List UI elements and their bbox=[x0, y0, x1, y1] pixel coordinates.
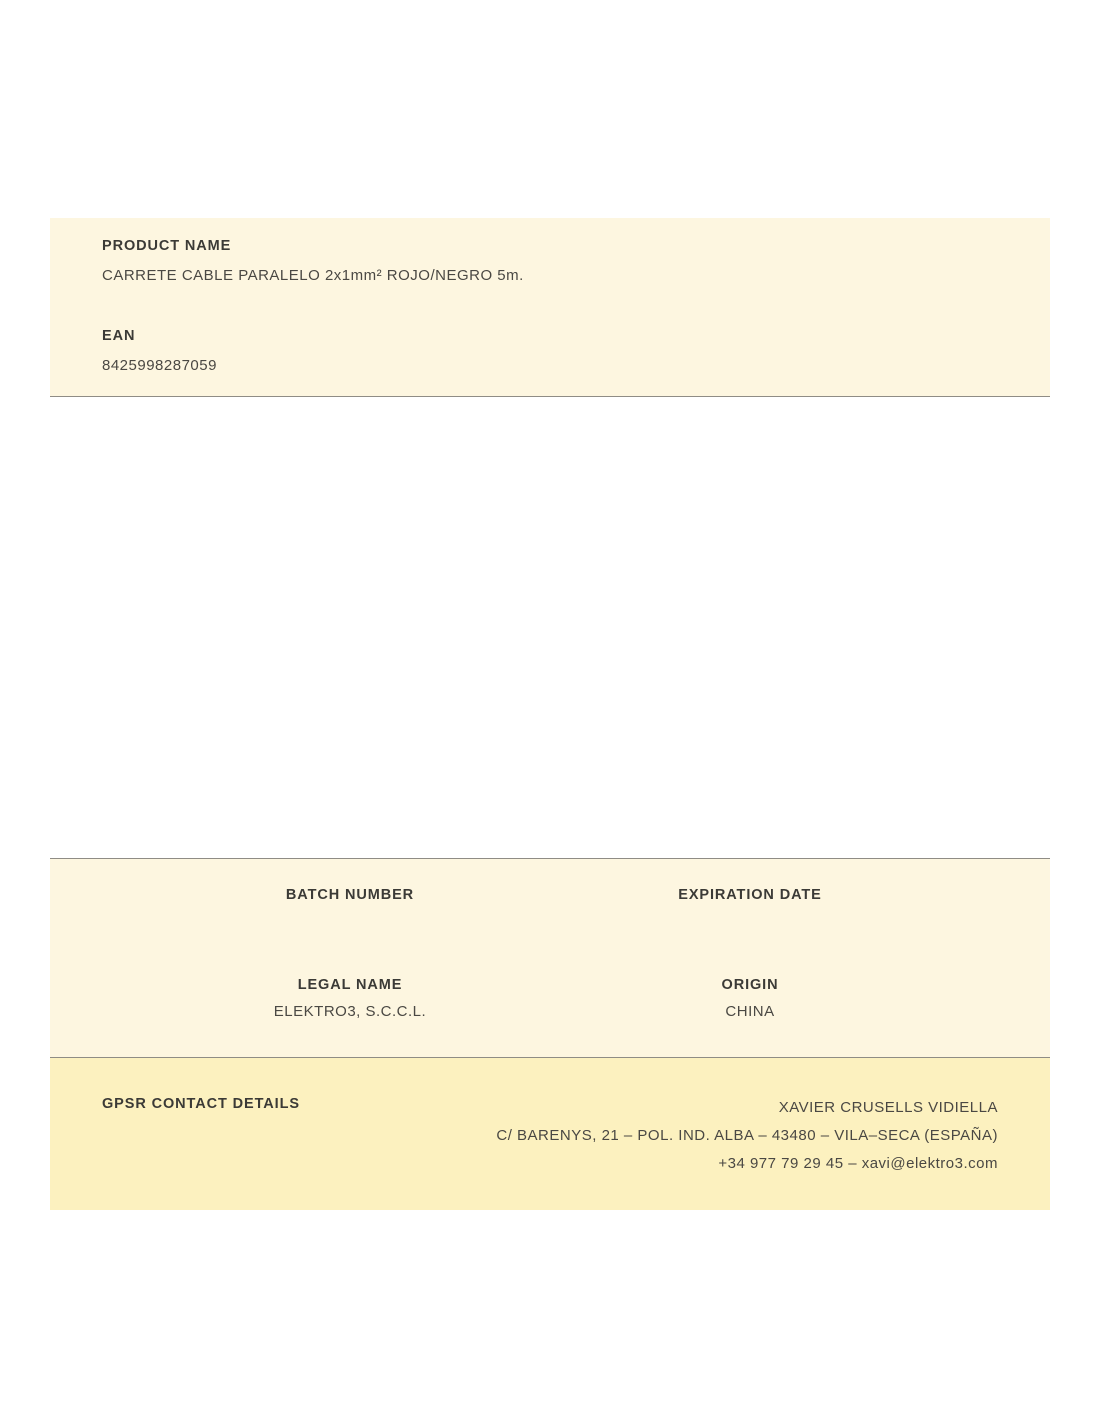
origin-cell bbox=[570, 977, 930, 1021]
batch-number-value bbox=[170, 913, 530, 931]
expiration-date-label: EXPIRATION DATE bbox=[678, 887, 822, 903]
legal-name-cell bbox=[170, 977, 530, 1021]
gpsr-contact-block bbox=[50, 1058, 1050, 1210]
batch-number-label: BATCH NUMBER bbox=[285, 887, 415, 903]
gpsr-contact-label: GPSR CONTACT DETAILS bbox=[102, 1096, 300, 1112]
expiration-date-cell bbox=[570, 887, 930, 931]
gpsr-contact-phone-email: +34 977 79 29 45 – xavi@elektro3.com bbox=[718, 1155, 998, 1172]
batch-details-block bbox=[50, 858, 1050, 1058]
legal-name-value: ELEKTRO3, S.C.C.L. bbox=[273, 1003, 427, 1020]
expiration-date-value bbox=[570, 913, 930, 931]
origin-label: ORIGIN bbox=[721, 977, 779, 993]
gpsr-contact-person: XAVIER CRUSELLS VIDIELLA bbox=[778, 1099, 998, 1116]
gpsr-contact-address: C/ BARENYS, 21 – POL. IND. ALBA – 43480 – VILA–SECA (ESPAÑA) bbox=[496, 1127, 998, 1144]
product-name-value: CARRETE CABLE PARALELO 2x1mm² ROJO/NEGRO 5m. bbox=[102, 267, 524, 284]
origin-value: CHINA bbox=[725, 1003, 775, 1020]
gpsr-contact-lines bbox=[496, 1094, 998, 1178]
product-name-label: PRODUCT NAME bbox=[102, 238, 232, 254]
ean-label: EAN bbox=[102, 328, 136, 344]
product-details-block bbox=[50, 218, 1050, 397]
ean-value: 8425998287059 bbox=[102, 357, 217, 374]
legal-name-label: LEGAL NAME bbox=[297, 977, 403, 993]
batch-number-cell bbox=[170, 887, 530, 931]
